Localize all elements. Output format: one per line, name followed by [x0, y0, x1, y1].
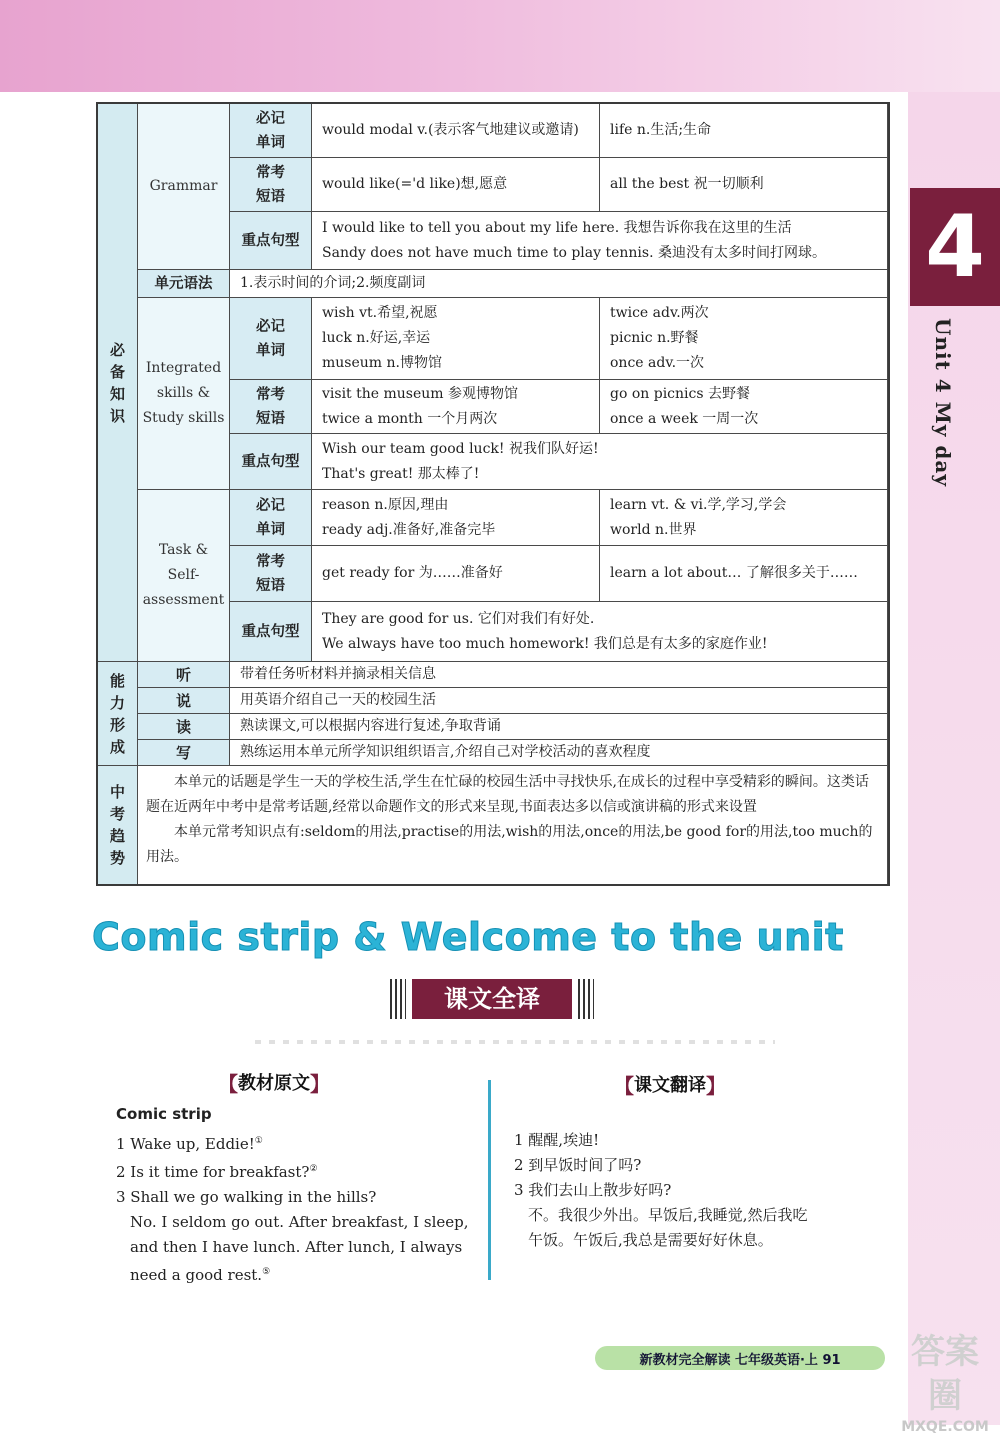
note-marker: ②: [309, 1164, 318, 1174]
line-text: and then I have lunch. After lunch, I always: [130, 1238, 463, 1256]
translation-column: [514, 1128, 884, 1253]
original-text-column: [116, 1102, 476, 1288]
cell-line: wish vt.希望,祝愿: [322, 305, 438, 321]
ability-text-speak: [230, 688, 888, 714]
original-line-1: [116, 1129, 476, 1157]
original-line-2: [116, 1157, 476, 1185]
label-text: 必记单词: [256, 497, 285, 538]
dotted-separator: [255, 1040, 775, 1044]
label-text: 常考短语: [256, 164, 285, 205]
skill-text: 写: [175, 744, 191, 762]
sentence-line: Wish our team good luck! 祝我们队好运!: [322, 440, 599, 457]
line-text: 1 醒醒,埃迪!: [514, 1131, 600, 1149]
cell-line: visit the museum 参观博物馆: [322, 385, 519, 402]
translation-line-5: [514, 1228, 884, 1253]
ability-skill-read: [138, 714, 230, 740]
unit-title-vertical: Unit 4 My day: [931, 318, 955, 487]
label-text: 重点句型: [241, 232, 300, 249]
cell-line: twice adv.两次: [610, 305, 709, 321]
section-label-trend: [98, 766, 138, 884]
group-name-line: Task &: [158, 542, 209, 558]
label-text: 必记单词: [256, 110, 285, 151]
ability-skill-speak: [138, 688, 230, 714]
cell-line: picnic n.野餐: [610, 330, 699, 346]
original-line-6: [116, 1260, 476, 1288]
cell-text: would like(='d like)想,愿意: [322, 176, 508, 192]
skill-text: 读: [175, 718, 191, 736]
label-text: 常考短语: [256, 553, 285, 594]
group-name-line: skills &: [156, 385, 211, 401]
line-text: 2 Is it time for breakfast?: [116, 1163, 310, 1181]
cell-line: go on picnics 去野餐: [610, 385, 750, 402]
grammar-sentence-label: [230, 212, 312, 270]
cell-text: 用英语介绍自己一天的校园生活: [240, 692, 436, 708]
line-text: 2 到早饭时间了吗?: [514, 1156, 642, 1174]
cell-text: would modal v.(表示客气地建议或邀请): [322, 122, 579, 138]
task-sentence-label: [230, 602, 312, 662]
translation-line-2: [514, 1153, 884, 1178]
grammar-vocab-left: [312, 104, 600, 158]
label-text: 单元语法: [154, 275, 213, 292]
section-label-ability: [98, 662, 138, 766]
bracket-right-icon: 】: [310, 1071, 330, 1096]
cell-text: life n.生活;生命: [610, 122, 712, 138]
translation-label: [614, 1069, 726, 1099]
section-label-text: 能力形成: [109, 671, 125, 756]
column-divider: [488, 1080, 491, 1280]
bracket-left-icon: 【: [614, 1073, 634, 1098]
translation-banner: [372, 978, 612, 1020]
ability-text-read: [230, 714, 888, 740]
unit-grammar-label: [138, 270, 230, 298]
translation-line-4: [514, 1203, 884, 1228]
task-vocab-label: [230, 490, 312, 546]
cell-text: learn a lot about… 了解很多关于……: [610, 565, 858, 581]
grammar-phrase-label: [230, 158, 312, 212]
unit-grammar-text: [230, 270, 888, 298]
banner-text: 课文全译: [412, 979, 572, 1019]
integrated-phrase-label: [230, 380, 312, 434]
task-vocab-left: [312, 490, 600, 546]
label-text: 课文翻译: [634, 1075, 706, 1096]
original-text-label: [218, 1067, 330, 1097]
line-text: 1 Wake up, Eddie!: [116, 1135, 255, 1153]
grammar-name: Grammar: [149, 178, 218, 194]
cell-line: reason n.原因,理由: [322, 496, 449, 513]
cell-line: world n.世界: [610, 521, 697, 538]
cell-line: luck n.好运,幸运: [322, 330, 431, 346]
sentence-line: We always have too much homework! 我们总是有太多的家庭作业!: [322, 635, 768, 652]
translation-line-1: [514, 1128, 884, 1153]
line-text: need a good rest.: [130, 1266, 263, 1284]
ability-skill-write: [138, 740, 230, 766]
label-text: 必记单词: [256, 318, 285, 359]
skill-text: 说: [175, 692, 191, 710]
sentence-line: That's great! 那太棒了!: [322, 465, 480, 482]
section-label-text: 中考趋势: [109, 783, 125, 867]
skill-text: 听: [175, 666, 191, 684]
cell-line: once a week 一周一次: [610, 410, 759, 427]
trend-paragraph: 本单元常考知识点有:seldom的用法,practise的用法,wish的用法,once的用法,be good for的用法,too much的用法。: [146, 824, 873, 865]
section-label-knowledge: [98, 104, 138, 662]
label-text: 常考短语: [256, 386, 285, 427]
grammar-sentences: [312, 212, 888, 270]
line-text: 午饭。午饭后,我总是需要好好休息。: [528, 1231, 773, 1249]
integrated-vocab-label: [230, 298, 312, 380]
ability-text-listen: [230, 662, 888, 688]
cell-text: 带着任务听材料并摘录相关信息: [240, 666, 436, 682]
line-text: 不。我很少外出。早饭后,我睡觉,然后我吃: [528, 1206, 808, 1224]
section-title: Comic strip & Welcome to the unit: [92, 915, 844, 959]
banner-bars-right: [578, 979, 594, 1019]
group-name-line: Study skills: [142, 410, 225, 426]
group-name-line: assessment: [142, 592, 225, 608]
integrated-sentences: [312, 434, 888, 490]
watermark-line: MXQE.COM: [901, 1419, 989, 1435]
task-phrase-left: [312, 546, 600, 602]
line-text: 3 我们去山上散步好吗?: [514, 1181, 672, 1199]
unit-number-tab: 4: [910, 188, 1000, 306]
grammar-vocab-label: [230, 104, 312, 158]
banner-bars-left: [390, 979, 406, 1019]
task-group-label: [138, 490, 230, 662]
task-sentences: [312, 602, 888, 662]
ability-text-write: [230, 740, 888, 766]
original-line-3: [116, 1185, 476, 1210]
label-text: 重点句型: [241, 453, 300, 470]
page-footer: [595, 1346, 885, 1370]
bracket-left-icon: 【: [218, 1071, 238, 1096]
watermark-logo: [895, 1330, 995, 1435]
footer-text: 新教材完全解读 七年级英语·上 91: [639, 1352, 841, 1368]
top-decor-band: [0, 0, 1000, 92]
sentence-line: They are good for us. 它们对我们有好处.: [322, 610, 595, 627]
line-text: No. I seldom go out. After breakfast, I sleep,: [130, 1213, 469, 1231]
sentence-line: Sandy does not have much time to play tennis. 桑迪没有太多时间打网球。: [322, 244, 826, 261]
cell-text: get ready for 为……准备好: [322, 565, 503, 581]
label-text: 教材原文: [238, 1073, 310, 1094]
watermark-line: 答案圈: [911, 1332, 979, 1416]
task-phrase-label: [230, 546, 312, 602]
integrated-phrase-right: [600, 380, 888, 434]
translation-line-3: [514, 1178, 884, 1203]
cell-line: learn vt. & vi.学,学习,学会: [610, 496, 787, 513]
cell-line: museum n.博物馆: [322, 355, 442, 371]
grammar-group-label: [138, 104, 230, 270]
cell-text: 熟读课文,可以根据内容进行复述,争取背诵: [240, 718, 501, 734]
cell-text: 1.表示时间的介词;2.频度副词: [240, 275, 426, 291]
cell-text: 熟练运用本单元所学知识组织语言,介绍自己对学校活动的喜欢程度: [240, 744, 651, 760]
unit-summary-table: [96, 102, 890, 886]
ability-skill-listen: [138, 662, 230, 688]
integrated-vocab-right: [600, 298, 888, 380]
line-text: 3 Shall we go walking in the hills?: [116, 1188, 377, 1206]
integrated-sentence-label: [230, 434, 312, 490]
grammar-vocab-right: [600, 104, 888, 158]
cell-line: once adv.一次: [610, 355, 705, 371]
grammar-phrase-right: [600, 158, 888, 212]
trend-text: [138, 766, 888, 884]
group-name-line: Integrated: [145, 360, 222, 376]
cell-line: twice a month 一个月两次: [322, 410, 498, 427]
label-text: 重点句型: [241, 623, 300, 640]
integrated-vocab-left: [312, 298, 600, 380]
sentence-line: I would like to tell you about my life here. 我想告诉你我在这里的生活: [322, 219, 792, 236]
comic-strip-heading: Comic strip: [116, 1105, 212, 1123]
cell-line: ready adj.准备好,准备完毕: [322, 521, 496, 538]
integrated-group-label: [138, 298, 230, 490]
original-line-4: [116, 1210, 476, 1235]
integrated-phrase-left: [312, 380, 600, 434]
cell-text: all the best 祝一切顺利: [610, 176, 764, 192]
original-line-5: [116, 1235, 476, 1260]
grammar-phrase-left: [312, 158, 600, 212]
note-marker: ①: [254, 1136, 263, 1146]
bracket-right-icon: 】: [706, 1073, 726, 1098]
section-label-text: 必备知识: [109, 340, 125, 425]
task-phrase-right: [600, 546, 888, 602]
note-marker: ⑤: [262, 1267, 271, 1277]
trend-paragraph: 本单元的话题是学生一天的学校生活,学生在忙碌的校园生活中寻找快乐,在成长的过程中享受精彩的瞬间。这类话题在近两年中考中是常考话题,经常以命题作文的形式来呈现,书面表达多以信或演讲稿的形式来设置: [146, 774, 869, 815]
task-vocab-right: [600, 490, 888, 546]
group-name-line: Self-: [167, 567, 200, 583]
